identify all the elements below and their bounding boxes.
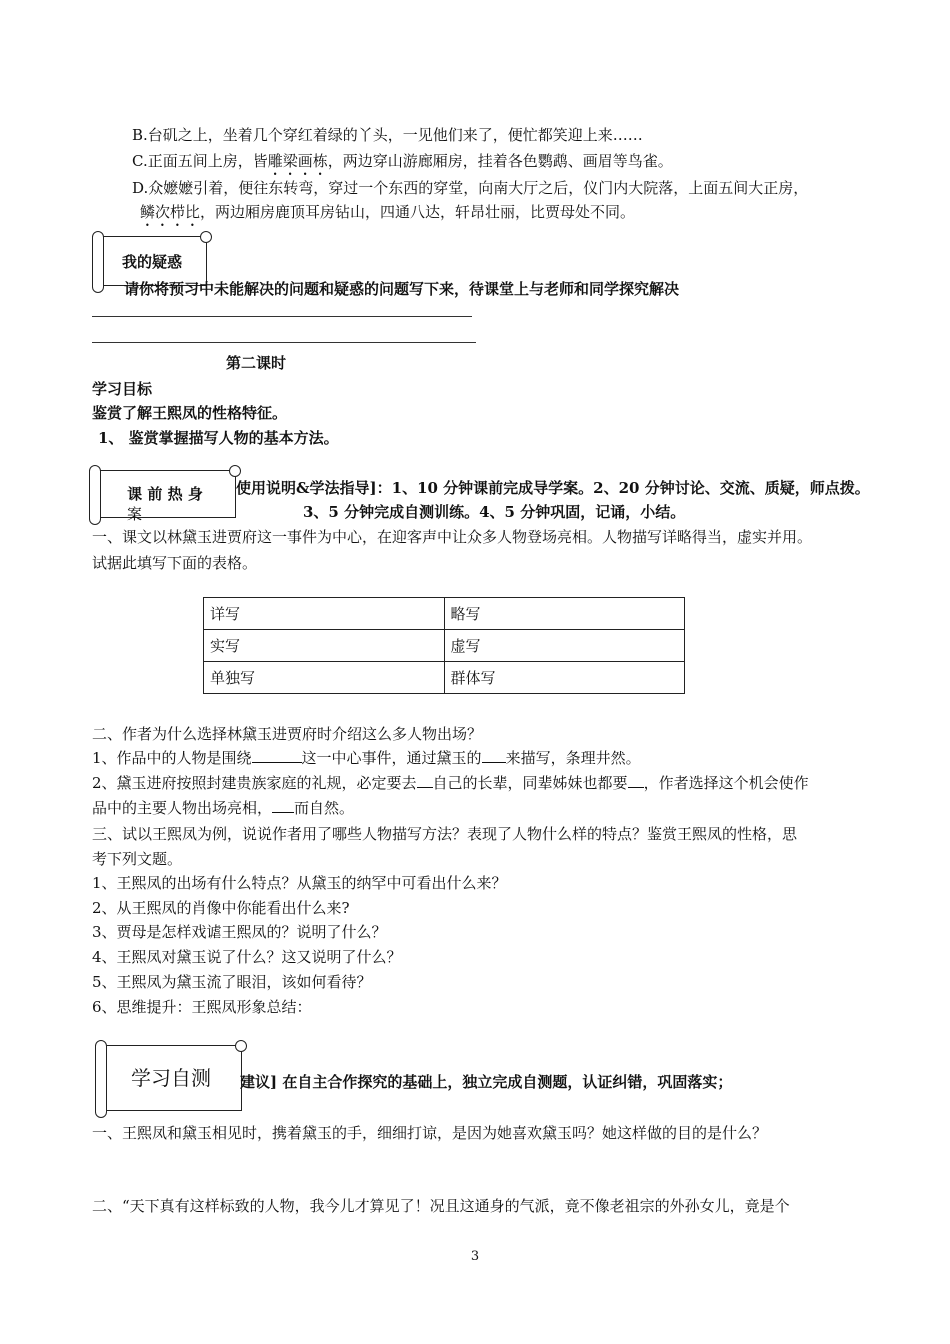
table-cell: 实写 (204, 630, 445, 662)
option-d-line1: D.众嬷嬷引着，便往东转弯，穿过一个东西的穿堂，向南大厅之后，仪门内大院落，上面五间大正房， (132, 179, 809, 197)
section3-q5: 5、王熙凤为黛玉流了眼泪，该如何看待？ (92, 973, 372, 991)
section2-q1 (92, 747, 641, 768)
q1-part-c: 来描写，条理井然。 (505, 749, 641, 767)
blank-5[interactable] (272, 798, 294, 813)
q2-part-a: 2、黛玉进府按照封建贵族家庭的礼规，必定要去 (92, 774, 417, 792)
selftest-badge (100, 1045, 242, 1111)
goal-1: 鉴赏了解王熙凤的性格特征。 (92, 404, 288, 422)
selftest-q1: 一、王熙凤和黛玉相见时，携着黛玉的手，细细打谅，是因为她喜欢黛玉吗？她这样做的目的是什么？ (92, 1124, 768, 1142)
section3-line1: 三、试以王熙凤为例，说说作者用了哪些人物描写方法？表现了人物什么样的特点？鉴赏王熙凤的性格，思 (92, 825, 798, 843)
page-number: 3 (470, 1249, 480, 1264)
option-b: B.台矶之上，坐着几个穿红着绿的丫头，一见他们来了，便忙都笑迎上来…… (132, 126, 643, 144)
table-cell: 虚写 (444, 630, 685, 662)
selftest-instruction: 建议] 在自主合作探究的基础上，独立完成自测题，认证纠错，巩固落实； (240, 1073, 733, 1091)
table-cell: 单独写 (204, 662, 445, 694)
q2-part-b: 自己的长辈，同辈姊妹也都要 (432, 774, 628, 792)
blank-2[interactable] (482, 748, 506, 763)
section3-q1: 1、王熙凤的出场有什么特点？从黛玉的纳罕中可看出什么来？ (92, 874, 507, 892)
option-c-post: ，两边穿山游廊厢房，挂着各色鹦鹉、画眉等鸟雀。 (327, 152, 673, 170)
table-cell: 群体写 (444, 662, 685, 694)
doubt-badge-label: 我的疑惑 (121, 253, 182, 271)
q2-part-d: 品中的主要人物出场亮相， (92, 799, 273, 817)
section2-q2-cont (92, 797, 354, 818)
section3-q3: 3、贾母是怎样戏谑王熙凤的？说明了什么？ (92, 923, 387, 941)
goal-2: 1、 鉴赏掌握描写人物的基本方法。 (98, 429, 339, 447)
section3-line2: 考下列文题。 (92, 850, 183, 868)
answer-line-1[interactable] (92, 316, 472, 317)
q1-part-b: 这一中心事件，通过黛玉的 (301, 749, 482, 767)
option-c (132, 150, 673, 179)
lesson2-title: 第二课时 (226, 354, 287, 372)
section3-q2: 2、从王熙凤的肖像中你能看出什么来? (92, 899, 350, 917)
blank-4[interactable] (628, 773, 644, 788)
selftest-badge-label: 学习自测 (131, 1066, 211, 1090)
table-row (204, 662, 685, 694)
option-d-line2 (140, 201, 635, 230)
section3-q6: 6、思维提升：王熙凤形象总结： (92, 998, 312, 1016)
blank-1[interactable] (252, 748, 302, 763)
q2-part-e: 而自然。 (294, 799, 355, 817)
table-cell: 详写 (204, 598, 445, 630)
q1-part-a: 1、作品中的人物是围绕 (92, 749, 252, 767)
table-cell: 略写 (444, 598, 685, 630)
q2-part-c: ，作者选择这个机会使作 (643, 774, 809, 792)
table-row (204, 630, 685, 662)
selftest-q2: 二、“天下真有这样标致的人物，我今儿才算见了！况且这通身的气派，竟不像老祖宗的外孙女儿，竟是个 (92, 1197, 790, 1215)
section1-line1: 一、课文以林黛玉进贾府这一事件为中心，在迎客声中让众多人物登场亮相。人物描写详略得当，虚实并用。 (92, 528, 813, 546)
warmup-instructions-2: 3、5 分钟完成自测训练。4、5 分钟巩固，记诵，小结。 (303, 503, 686, 521)
option-c-pre: C.正面五间上房，皆 (132, 152, 268, 170)
section3-q4: 4、王熙凤对黛玉说了什么？这又说明了什么？ (92, 948, 402, 966)
answer-line-2[interactable] (92, 342, 476, 343)
option-d-post: ，两边厢房鹿顶耳房钻山，四通八达，轩昂壮丽，比贾母处不同。 (200, 203, 636, 221)
goals-heading: 学习目标 (92, 380, 153, 398)
section2-q2 (92, 772, 809, 793)
writing-methods-table (203, 597, 685, 694)
option-d-dotted: 鳞次栉比 (140, 203, 201, 221)
section2-heading: 二、作者为什么选择林黛玉进贾府时介绍这么多人物出场？ (92, 725, 483, 743)
table-row (204, 598, 685, 630)
option-c-dotted: 雕梁画栋 (267, 152, 328, 170)
warmup-badge (94, 470, 236, 518)
doubt-instruction: 请你将预习中未能解决的问题和疑惑的问题写下来，待课堂上与老师和同学探究解决 (124, 280, 680, 298)
warmup-badge-label: 课 前 热 身 (127, 485, 203, 503)
section1-line2: 试据此填写下面的表格。 (92, 554, 258, 572)
warmup-badge-tail: 案 (127, 505, 143, 523)
blank-3[interactable] (417, 773, 433, 788)
warmup-instructions-1: 使用说明&学法指导]：1、10 分钟课前完成导学案。2、20 分钟讨论、交流、质疑，师点拨。 (236, 479, 870, 497)
